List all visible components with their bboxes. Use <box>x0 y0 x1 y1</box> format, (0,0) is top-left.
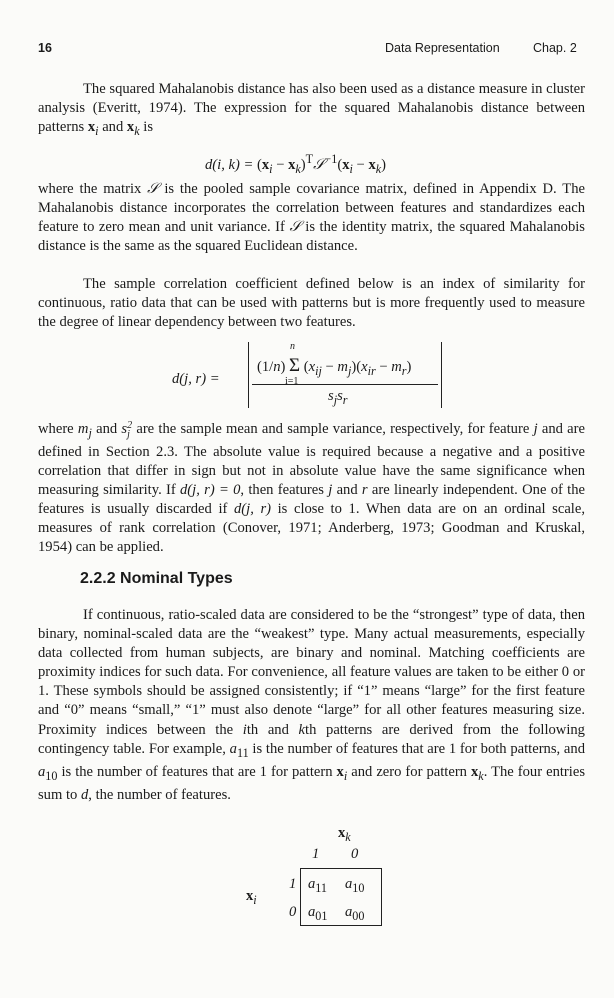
row-header-1: 1 <box>289 876 297 892</box>
sum-lower-limit: i=1 <box>285 376 299 387</box>
paragraph-correlation-intro <box>38 275 585 332</box>
section-heading-nominal-types: 2.2.2 Nominal Types <box>80 570 233 587</box>
row-header-0: 0 <box>289 904 297 920</box>
chapter-label: Chap. 2 <box>533 41 577 55</box>
equation-correlation-denominator: $s_js_r$ <box>328 388 348 407</box>
cell-a10: $a_{10}$ <box>345 876 365 895</box>
section-title: Data Representation <box>385 41 500 55</box>
equation-correlation-lhs: d(j, r) = <box>172 371 220 387</box>
paragraph-mahalanobis-intro: The squared Mahalanobis distance has also been used as a distance measure in cluster analysis (Everitt, 1974). The expression for the squared Mahalanobis distance between patterns $x_i$ and $x_k$ is <box>38 81 585 139</box>
sum-upper-limit: n <box>290 341 295 352</box>
equation-correlation-numerator: (1/n) Σ $(x_{ij} - m_j)(x_{ir} - m_r)$ <box>257 355 412 378</box>
abs-bar-left <box>248 342 249 408</box>
column-variable-label: $x_k$ <box>338 825 351 844</box>
cell-a00: $a_{00}$ <box>345 904 365 923</box>
column-header-1: 1 <box>312 846 320 862</box>
row-variable-label: $x_i$ <box>246 888 257 907</box>
running-header <box>0 41 614 61</box>
equation-mahalanobis: d(i, $k) = (x_i$ − $x_k)^T𝒮^{-1}(x_i - x_k)$ <box>205 152 387 176</box>
paragraph-nominal-types: If continuous, ratio-scaled data are considered to be the “strongest” type of data, then binary, nominal-scaled data are the “weakest” type. Many actual measurements, especially data collected from human subjects, are binary and nominal. Matching coefficients are proximity indices for such data. For convenience, all feature values are taken to be either 0 or 1. These symbols should be assigned consistently; if “1” means “large” for the first feature and “0” means “small,” “1” must also denote “large” for all other features measuring size. Proximity indices between the ith and kth patterns are derived from the following contingency table. For example, $a_{11}$ is the number of features that are 1 for both patterns, and $a_{10}$ is the number of features that are 1 for pattern $x_i$ and zero for pattern $x_k$. The four entries sum to d, the number of features. <box>38 607 585 803</box>
page-number: 16 <box>38 41 52 55</box>
abs-bar-right <box>441 342 442 408</box>
fraction-line <box>252 384 438 385</box>
paragraph-mahalanobis-explanation: where the matrix 𝒮 is the pooled sample covariance matrix, defined in Appendix D. The Mahalanobis distance incorporates the correlation between features and standardizes each feature to zero mean and unit variance. If 𝒮 is the identity matrix, the squared Mahalanobis distance is the same as the squared Euclidean distance. <box>38 181 585 255</box>
cell-a01: $a_{01}$ <box>308 904 328 923</box>
paragraph-correlation-explanation: where $m_j$ and s2 j are the sample mean and sample variance, respectively, for feature j and are defined in Section 2.3. The absolute value is required because a negative and a positive correlation that differ in sign but not in absolute value have the same significance when measuring similarity. If d(j, r) = 0, then features j and r are linearly independent. One of the features is usually discarded if d(j, r) is close to 1. When data are on an ordinal scale, measures of rank correlation (Conover, 1971; Anderberg, 1973; Goodman and Kruskal, 1954) can be applied. <box>38 420 585 556</box>
correlation-intro-text: The sample correlation coefficient defined below is an index of similarity for continuous, ratio data that can be used with patterns but is more frequently used to measure the degree of linear dependency between two features. <box>38 276 585 331</box>
cell-a11: $a_{11}$ <box>308 876 328 895</box>
column-header-0: 0 <box>351 846 359 862</box>
